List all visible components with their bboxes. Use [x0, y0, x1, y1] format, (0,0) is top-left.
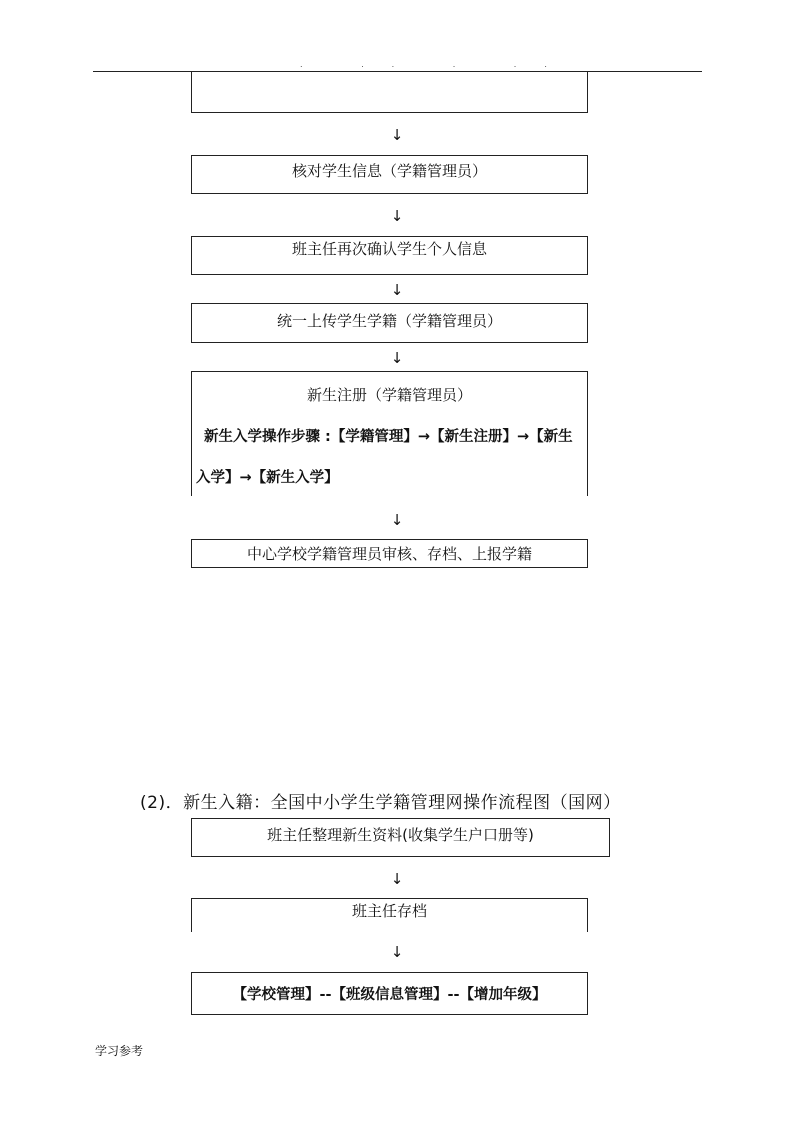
arrow-down-icon: ↓: [390, 126, 404, 144]
flow1-box-4-text: 统一上传学生学籍（学籍管理员）: [276, 312, 502, 330]
arrow-down-icon: ↓: [390, 207, 404, 225]
arrow-down-icon: ↓: [390, 281, 404, 299]
flow2-box-3: [191, 972, 588, 1015]
arrow-down-icon: ↓: [390, 349, 404, 367]
flow1-box-4: [191, 303, 588, 343]
footer-text: 学习参考: [95, 1044, 144, 1058]
arrow-down-icon: ↓: [390, 943, 404, 961]
arrow-down-icon: ↓: [390, 511, 404, 529]
flow2-box-2: [191, 898, 588, 932]
flow2-box-2-text: 班主任存档: [351, 902, 427, 920]
flow2-box-1: [191, 818, 610, 857]
flow1-box-5-line2: 入学】→【新生入学】: [196, 470, 339, 486]
header-dots: . .. . ..: [300, 60, 575, 69]
flow2-box-1-text: 班主任整理新生资料(收集学生户口册等): [267, 826, 534, 844]
flow1-box-2: [191, 155, 588, 194]
flow1-box-1: [191, 72, 588, 113]
flow1-box-5-line1: 新生入学操作步骤 :【学籍管理】→【新生注册】→【新生: [204, 429, 573, 445]
flow1-box-3: [191, 236, 588, 275]
flow1-box-2-text: 核对学生信息（学籍管理员）: [291, 162, 487, 180]
flow1-box-5: [191, 371, 588, 496]
flow2-box-3-text: 【学校管理】--【班级信息管理】--【增加年级】: [232, 987, 547, 1003]
flow1-box-6: [191, 539, 588, 568]
flow1-box-6-text: 中心学校学籍管理员审核、存档、上报学籍: [246, 545, 532, 563]
flow1-box-3-text: 班主任再次确认学生个人信息: [291, 240, 487, 258]
arrow-down-icon: ↓: [390, 870, 404, 888]
flow1-box-5-title: 新生注册（学籍管理员）: [306, 386, 472, 404]
section-2-title: (2)．新生入籍：全国中小学生学籍管理网操作流程图（国网）: [140, 793, 621, 813]
